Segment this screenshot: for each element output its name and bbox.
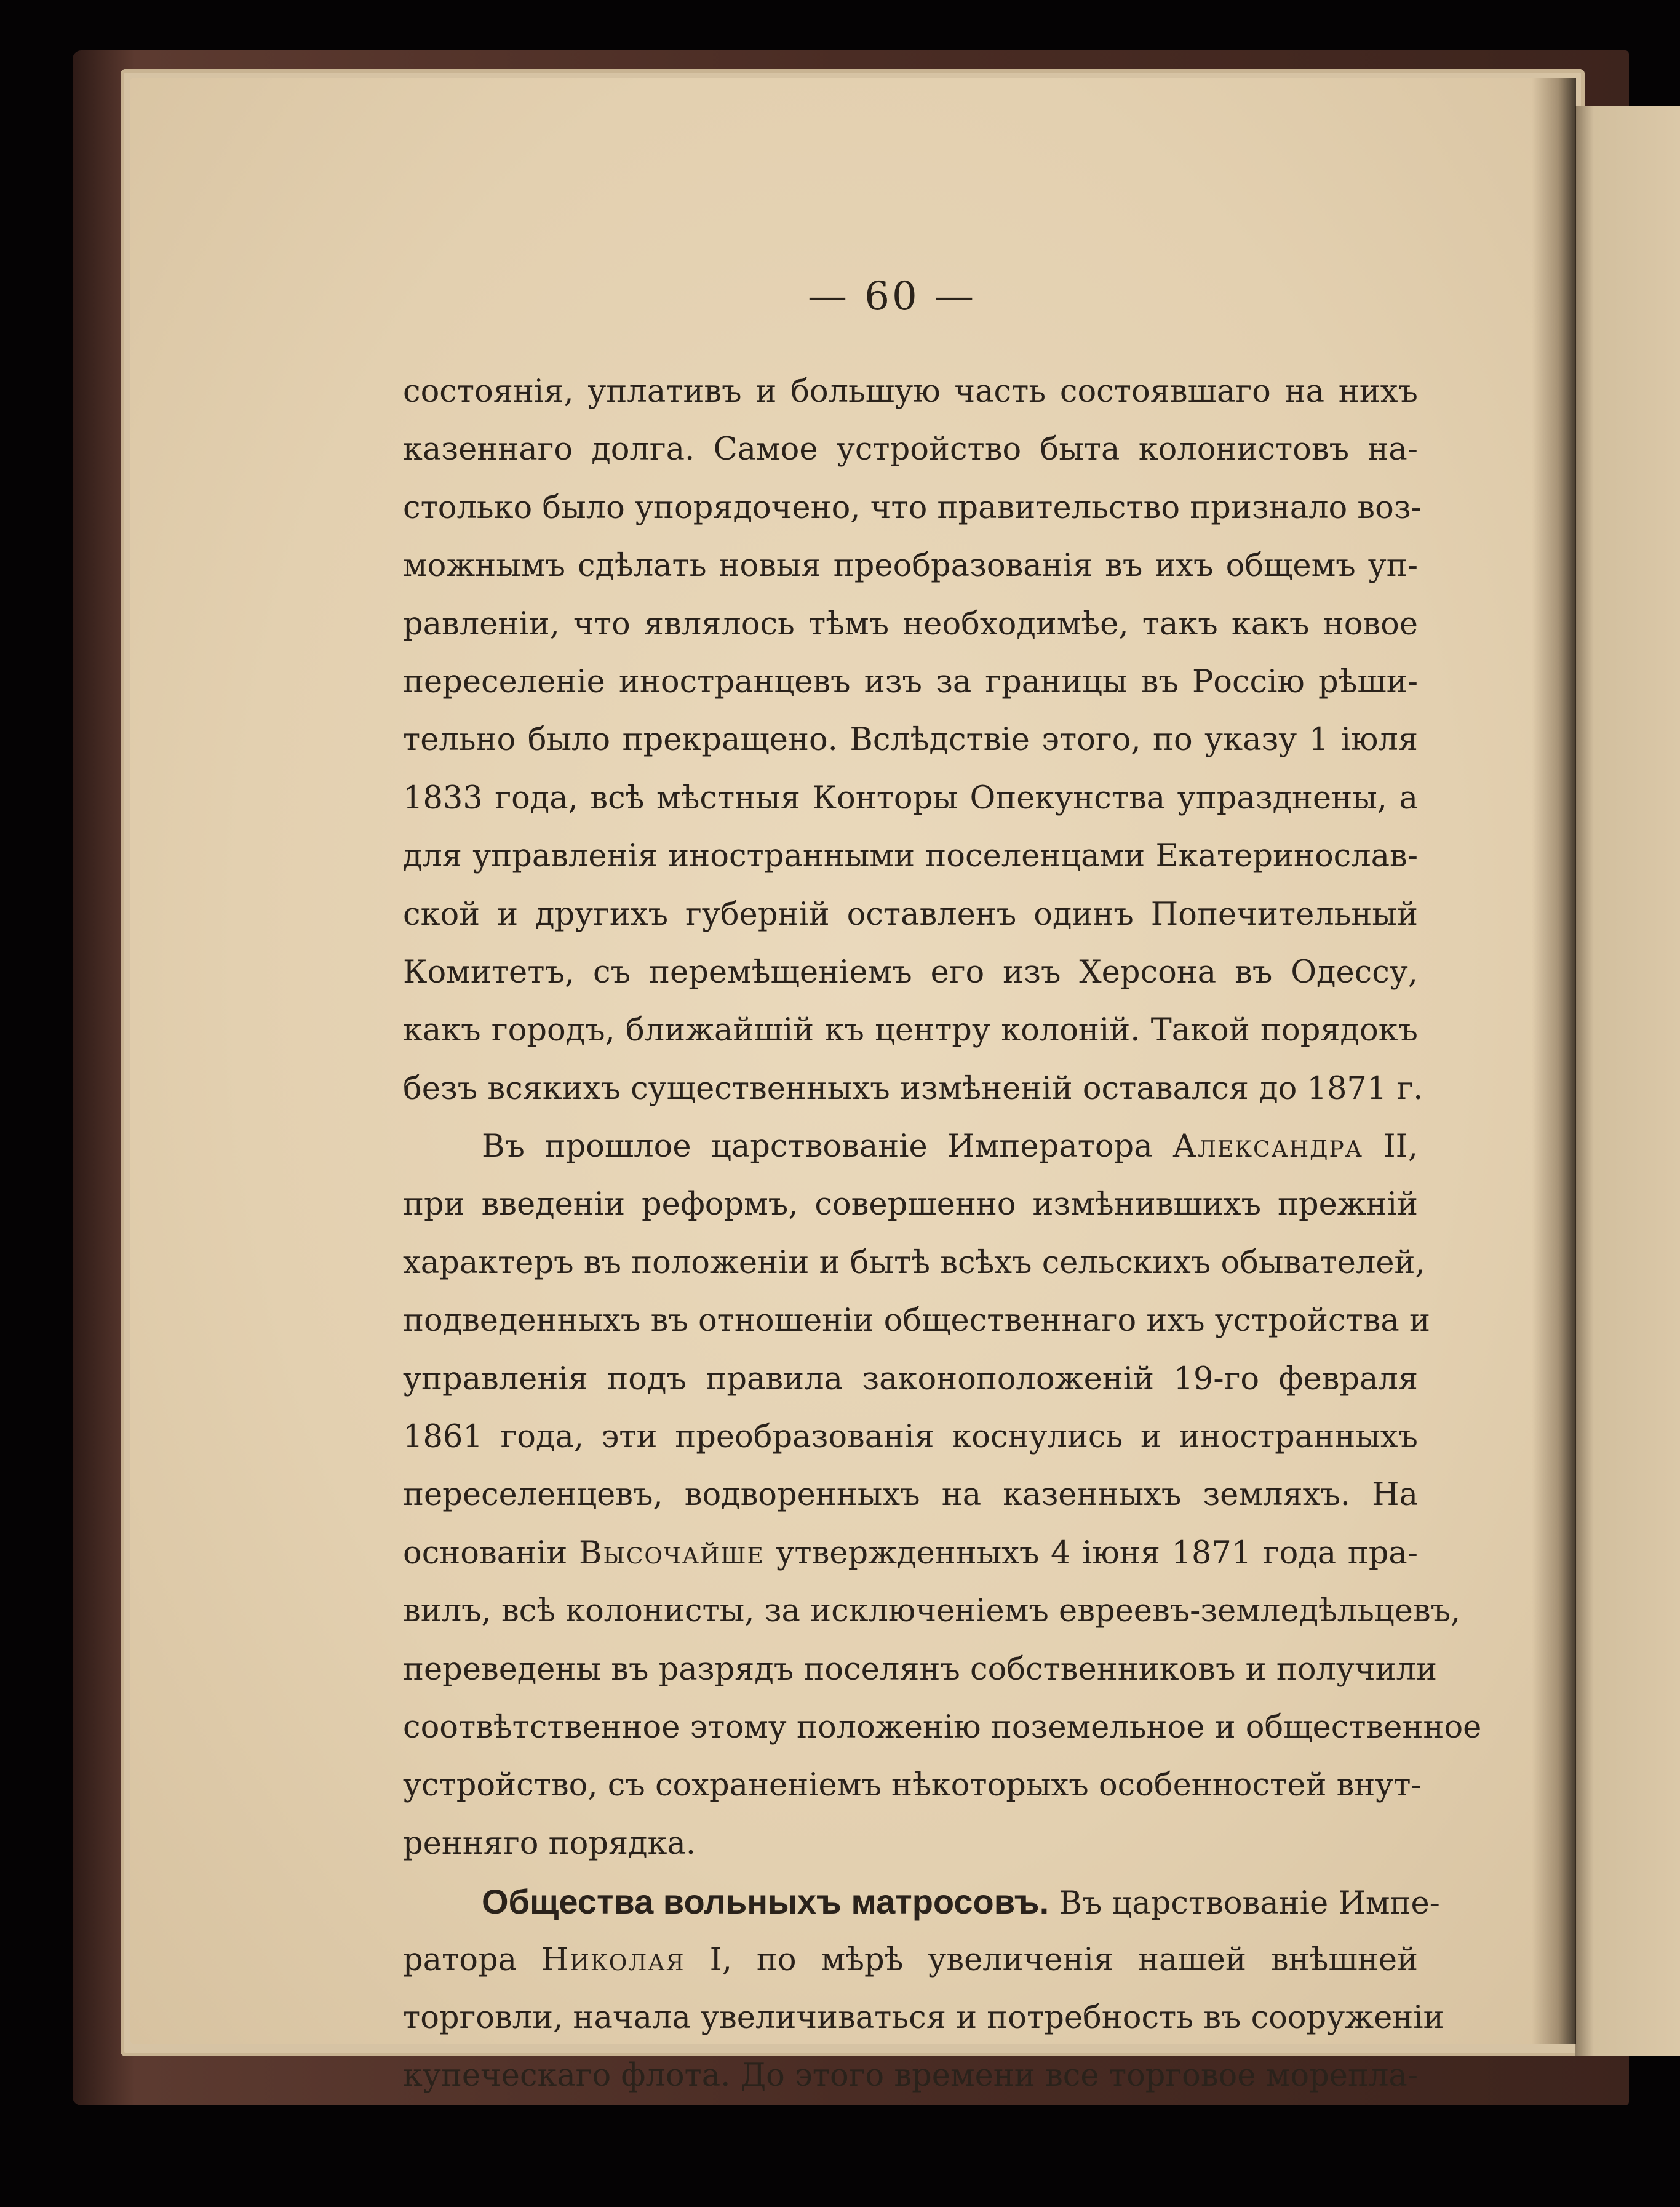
text-line: торговли, начала увеличиваться и потребность въ сооруженіи — [403, 1999, 1444, 2036]
body-text — [403, 363, 1482, 2105]
text-line — [403, 1525, 1418, 1582]
facing-page — [1575, 106, 1680, 2056]
text-line: ренняго порядка. — [403, 1825, 696, 1862]
text-line: 1833 года, всѣ мѣстныя Конторы Опекунства упразднены, а — [403, 780, 1418, 816]
text-line: переселенцевъ, водворенныхъ на казенныхъ земляхъ. На — [403, 1477, 1418, 1514]
text-line: безъ всякихъ существенныхъ измѣненій оставался до 1871 г. — [403, 1070, 1423, 1107]
text-line: купеческаго флота. До этого времени все торговое морепла- — [403, 2057, 1418, 2094]
text-line: соотвѣтственное этому положенію поземельное и общественное — [403, 1709, 1482, 1746]
text-line: Комитетъ, съ перемѣщеніемъ его изъ Херсона въ Одессу, — [403, 954, 1418, 991]
name-smallcaps: Высочайше — [578, 1535, 765, 1571]
section-heading: Общества вольныхъ матросовъ. — [482, 1882, 1049, 1922]
text-line: подведенныхъ въ отношеніи общественнаго ихъ устройства и — [403, 1303, 1431, 1339]
text-line — [403, 1931, 1418, 1989]
text-line — [403, 1118, 1418, 1176]
section-heading-line — [403, 1873, 1440, 1931]
text-line: при введеніи реформъ, совершенно измѣнившихъ прежній — [403, 1186, 1418, 1223]
text-line: для управленія иностранными поселенцами Екатеринослав- — [403, 838, 1418, 875]
gutter-shadow — [1532, 78, 1576, 2044]
text-line: казеннаго долга. Самое устройство быта колонистовъ на- — [403, 431, 1418, 468]
text-line: вилъ, всѣ колонисты, за исключеніемъ евреевъ-земледѣльцевъ, — [403, 1593, 1461, 1630]
text-line: равленіи, что являлось тѣмъ необходимѣе, такъ какъ новое — [403, 605, 1418, 642]
page-number: — 60 — — [807, 274, 977, 319]
name-smallcaps: Александра — [1172, 1128, 1363, 1165]
text-line: столько было упорядочено, что правительство признало воз- — [403, 489, 1422, 526]
text-fragment: утвержденныхъ 4 іюня 1871 года пра- — [764, 1535, 1418, 1571]
text-line: ской и другихъ губерній оставленъ одинъ Попечительный — [403, 896, 1418, 933]
text-line: 1861 года, эти преобразованія коснулись и иностранныхъ — [403, 1419, 1418, 1456]
text-line: можнымъ сдѣлать новыя преобразованія въ ихъ общемъ уп- — [403, 548, 1418, 585]
text-line: состоянія, уплативъ и большую часть состоявшаго на нихъ — [403, 373, 1418, 410]
text-line: управленія подъ правила законоположеній 19-го февраля — [403, 1360, 1418, 1397]
text-line: какъ городъ, ближайшій къ центру колоній. Такой порядокъ — [403, 1012, 1418, 1049]
text-fragment: I, по мѣрѣ увеличенія нашей внѣшней — [685, 1941, 1418, 1978]
text-line: характеръ въ положеніи и бытѣ всѣхъ сельскихъ обывателей, — [403, 1244, 1425, 1281]
text-line: тельно было прекращено. Вслѣдствіе этого, по указу 1 іюля — [403, 722, 1418, 759]
text-line: переселеніе иностранцевъ изъ за границы въ Россію рѣши- — [403, 663, 1418, 700]
name-smallcaps: Николая — [541, 1941, 685, 1978]
text-fragment: Въ царствованіе Импе- — [1049, 1885, 1440, 1922]
text-fragment: ратора — [403, 1941, 541, 1978]
text-fragment: основаніи — [403, 1535, 579, 1571]
text-fragment: II, — [1363, 1128, 1418, 1165]
text-line: переведены въ разрядъ поселянъ собственниковъ и получили — [403, 1651, 1438, 1688]
text-fragment: Въ прошлое царствованіе Императора — [482, 1128, 1173, 1165]
text-line: устройство, съ сохраненіемъ нѣкоторыхъ особенностей внут- — [403, 1767, 1422, 1804]
